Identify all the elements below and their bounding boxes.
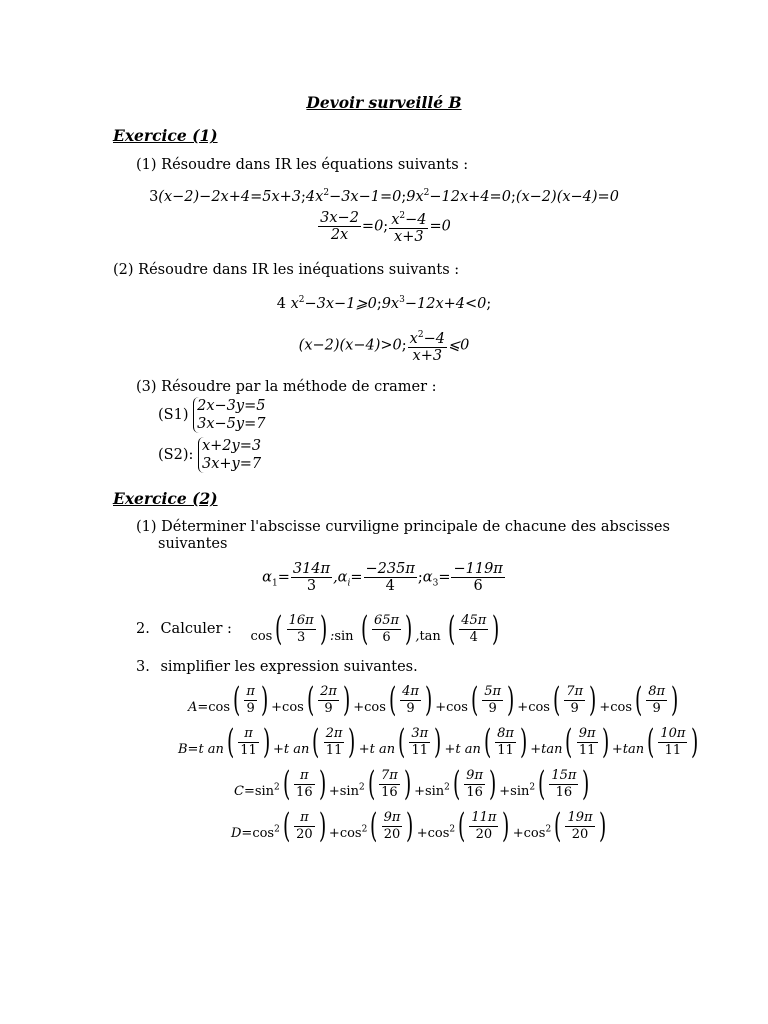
question-text: Résoudre dans IR les inéquations suivants : (138, 262, 460, 278)
question-text: Calculer : (160, 621, 232, 637)
ex2-question-2 (136, 612, 503, 646)
expression-c: $C=\sin^2$ ( $\frac{\pi}{16}$ ) $+\sin^2$ ( $\frac{7\pi}{16}$ ) $+\sin^2$ ( $\frac{9\pi}{16}$ ) $+\sin^2$ ( $\frac{15\pi}{16}$ ) (234, 767, 593, 801)
question-number: (2) (113, 262, 134, 278)
equations-line-2: $\frac{3x-2}{2x}$ =0; $\frac{x^2-4}{x+3}$ =0 (320, 209, 451, 245)
system-brace: x+2y=3 3x+y=7 (198, 437, 261, 473)
system-s1 (158, 397, 265, 433)
fraction: $\frac{-119\pi}{6}$ (453, 561, 503, 594)
system-s2 (158, 437, 261, 473)
fraction: $\frac{x^2-4}{x+3}$ (389, 208, 428, 245)
page-title: Devoir surveillé B (306, 93, 462, 112)
inequations-line-1: 4 $x^2-3x-1⩾0;9x^3-12x+4<0$; (276, 295, 492, 312)
question-text: simplifier les expression suivantes. (160, 659, 418, 675)
abscisses-line: $\alpha_1=$ $\frac{314\pi}{3}$ $,\alpha_i=$ $\frac{-235\pi}{4}$ $;\alpha_3=$ $\frac{-119\pi}{6}$ (262, 561, 503, 594)
exercise-1-heading: Exercice (1) (113, 126, 218, 145)
system-brace: 2x−3y=5 3x−5y=7 (193, 397, 265, 433)
ex2-question-3 (136, 659, 418, 675)
question-text: Déterminer l'abscisse curviligne principale de chacune des abscisses (161, 519, 670, 535)
expression-a: A=cos ( $\frac{\pi}{9}$ ) +cos ( $\frac{2\pi}{9}$ ) +cos ( $\frac{4\pi}{9}$ ) +cos ( $\frac{5\pi}{9}$ ) +cos ( $\frac{7\pi}{9}$ ) +cos ( $\frac{8\pi}{9}$ ) (188, 683, 681, 717)
ex1-question-1 (136, 157, 468, 173)
question-text-continued: suivantes (158, 536, 228, 552)
question-number: 3. (136, 659, 150, 675)
expression-b: B=t an ( $\frac{\pi}{11}$ ) +t an ( $\frac{2\pi}{11}$ ) +t an ( $\frac{3\pi}{11}$ ) +t an ( $\frac{8\pi}{11}$ ) +tan ( $\frac{9\pi}{11}$ ) +tan ( $\frac{10\pi}{11}$ ) (178, 725, 702, 759)
ex1-question-3 (136, 379, 437, 395)
system-label: (S1) (158, 407, 189, 423)
inequations-line-2: (x−2)(x−4)>0; $\frac{x^2-4}{x+3}$ ⩽0 (0, 327, 768, 364)
fraction: $\frac{x^2-4}{x+3}$ (408, 327, 447, 364)
expression-d: $D=\cos^2$ ( $\frac{\pi}{20}$ ) $+\cos^2$ ( $\frac{9\pi}{20}$ ) $+\cos^2$ ( $\frac{11\pi}{20}$ ) $+\cos^2$ ( $\frac{19\pi}{20}$ ) (231, 809, 609, 843)
ex2-question-1 (136, 519, 670, 535)
fraction: $\frac{314\pi}{3}$ (292, 561, 331, 594)
question-number: (3) (136, 379, 157, 395)
question-text: Résoudre par la méthode de cramer : (161, 379, 437, 395)
system-label: (S2): (158, 447, 194, 463)
exercise-2-heading: Exercice (2) (113, 489, 218, 508)
question-number: (1) (136, 157, 157, 173)
trig-expressions: cos ( $\frac{16\pi}{3}$ ) :sin ( $\frac{65\pi}{6}$ ) ,tan ( $\frac{45\pi}{4}$ ) (251, 612, 503, 646)
equations-line-1: $3(x-2)-2x+4=5x+3;4x^2-3x-1=0;9x^2-12x+4=0;(x-2)(x-4)=0$ (149, 188, 619, 205)
ex1-question-2 (113, 262, 459, 278)
fraction: $\frac{3x-2}{2x}$ (320, 209, 359, 243)
question-text: Résoudre dans IR les équations suivants : (161, 157, 469, 173)
question-number: (1) (136, 519, 157, 535)
question-number: 2. (136, 621, 150, 637)
fraction: $\frac{-235\pi}{4}$ (365, 561, 415, 594)
